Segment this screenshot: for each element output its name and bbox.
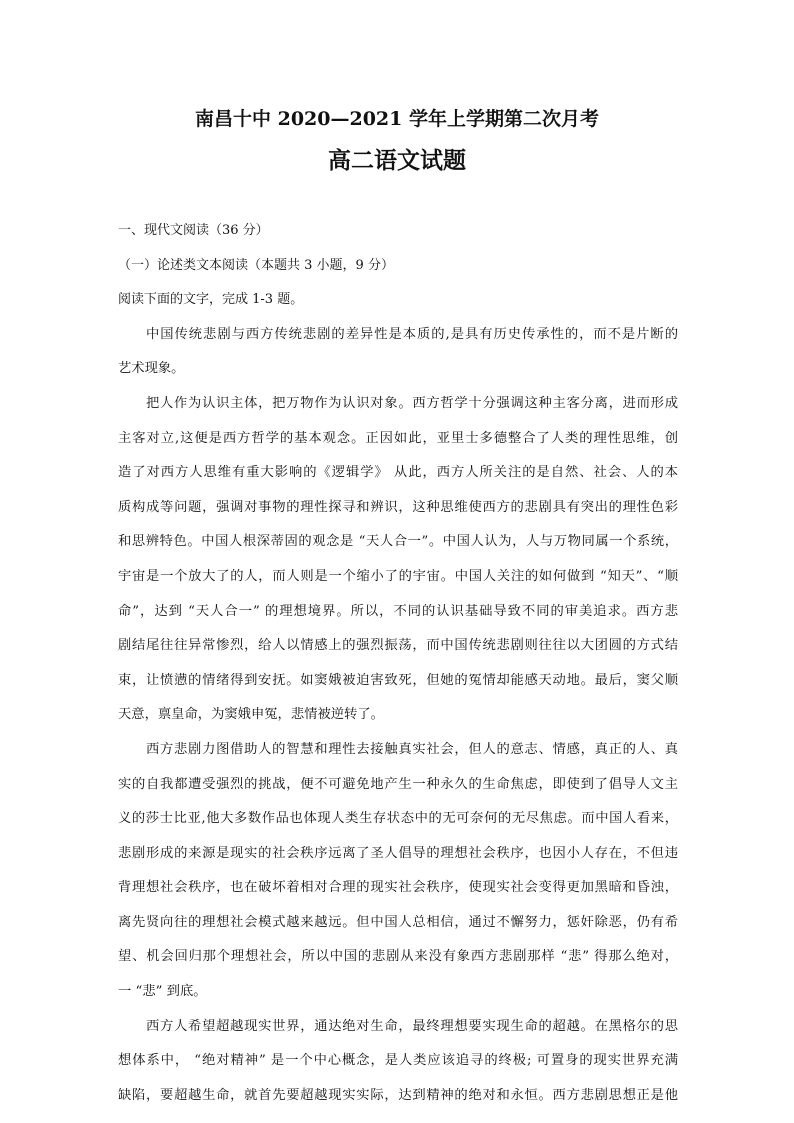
passage-line: 质构成等问题，强调对事物的理性探寻和辨识，这种思维使西方的悲剧具有突出的理性色彩 <box>118 499 678 515</box>
reading-instruction: 阅读下面的文字，完成 1-3 题。 <box>118 292 304 308</box>
passage-line: 悲剧形成的来源是现实的社会秩序远离了圣人倡导的理想社会秩序，也因小人存在，不但违 <box>118 845 678 861</box>
passage-line: 宇宙是一个放大了的人，而人则是一个缩小了的宇宙。中国人关注的如何做到 “知天”、“顺 <box>118 568 678 584</box>
passage-line: 艺术现象。 <box>118 361 185 377</box>
passage-line: 一 “悲” 到底。 <box>118 984 207 1000</box>
passage-line: 离先贤向往的理想社会模式越来越远。但中国人总相信，通过不懈努力，惩奸除恶，仍有希 <box>118 914 678 930</box>
passage-line: 和思辨特色。中国人根深蒂固的观念是 “天人合一”。中国人认为，人与万物同属一个系统， <box>118 534 678 550</box>
section-subheading: （一）论述类文本阅读（本题共 3 小题，9 分） <box>118 257 394 273</box>
passage-line: 天意，禀皇命，为窦娥申冤，悲情被逆转了。 <box>118 707 384 723</box>
passage-line: 中国传统悲剧与西方传统悲剧的差异性是本质的,是具有历史传承性的，而不是片断的 <box>146 326 678 342</box>
passage-line: 想体系中， “绝对精神” 是一个中心概念，是人类应该追寻的终极; 可置身的现实世界充满 <box>118 1053 678 1069</box>
passage-line: 主客对立,这便是西方哲学的基本观念。正因如此，亚里士多德整合了人类的理性思维，创 <box>118 430 678 446</box>
exam-body <box>118 214 678 1113</box>
section-heading: 一、现代文阅读（36 分） <box>118 223 269 238</box>
passage-line: 实的自我都遭受强烈的挑战，便不可避免地产生一种永久的生命焦虑，即使到了倡导人文主 <box>118 776 678 792</box>
passage-line: 缺陷，要超越生命，就首先要超越现实实际，达到精神的绝对和永恒。西方悲剧思想正是他 <box>118 1087 678 1103</box>
passage-line: 造了对西方人思维有重大影响的《逻辑学》 从此，西方人所关注的是自然、社会、人的本 <box>118 465 678 481</box>
passage-line: 剧结尾往往异常惨烈，给人以情感上的强烈振荡，而中国传统悲剧则往往以大团圆的方式结 <box>118 638 678 654</box>
passage-line: 西方人希望超越现实世界，通达绝对生命，最终理想要实现生命的超越。在黑格尔的思 <box>146 1018 678 1034</box>
passage-line: 命”，达到 “天人合一” 的理想境界。所以，不同的认识基础导致不同的审美追求。西方悲 <box>118 603 678 619</box>
exam-title: 南昌十中 2020—2021 学年上学期第二次月考 <box>195 108 599 130</box>
exam-subtitle: 高二语文试题 <box>328 147 466 174</box>
passage-line: 束，让愤懑的情绪得到安抚。如窦娥被迫害致死，但她的冤情却能感天动地。最后，窦父顺 <box>118 672 678 688</box>
passage-line: 西方悲剧力图借助人的智慧和理性去接触真实社会，但人的意志、情感，真正的人、真 <box>146 741 678 757</box>
passage-line: 背理想社会秩序，也在破坏着相对合理的现实社会秩序，使现实社会变得更加黑暗和昏浊， <box>118 880 678 896</box>
passage-line: 把人作为认识主体，把万物作为认识对象。西方哲学十分强调这种主客分离，进而形成 <box>146 395 678 411</box>
passage-line: 义的莎士比亚,他大多数作品也体现人类生存状态中的无可奈何的无尽焦虑。而中国人看来， <box>118 811 678 827</box>
passage-line: 望、机会回归那个理想社会，所以中国的悲剧从来没有象西方悲剧那样 “悲” 得那么绝对， <box>118 949 678 965</box>
